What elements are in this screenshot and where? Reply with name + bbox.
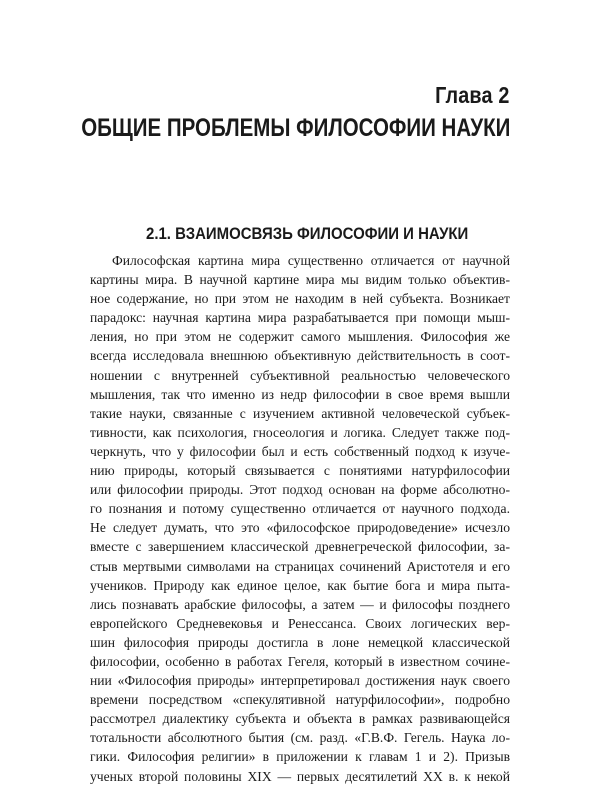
text-line: парадокс: научная картина мира разрабатывается при помощи мыш-: [90, 310, 510, 326]
text-line: лись познавать арабские философы, а затем — и философы позднего: [90, 596, 510, 612]
text-line: нию природы, который связывается с понятиями натурфилософии: [90, 463, 510, 479]
text-line: или философии природы. Этот подход основан на форме абсолютно-: [90, 482, 510, 498]
chapter-title: ОБЩИЕ ПРОБЛЕМЫ ФИЛОСОФИИ НАУКИ: [80, 114, 510, 142]
text-line: вместе с завершением классической древнегреческой философии, за-: [90, 539, 510, 555]
text-line: стыв мертвыми символами на страницах сочинений Аристотеля и его: [90, 558, 510, 574]
text-line: такие науки, связанные с изучением активной человеческой субъек-: [90, 405, 510, 421]
text-line: мышления, так что именно из недр философии в свое время вышли: [90, 386, 510, 402]
text-line: черкнуть, что у философии был и есть собственный подход к изуче-: [90, 443, 510, 459]
text-line: ученых второй половины XIX — первых десятилетий XX в. к некой: [90, 768, 510, 784]
text-line: тотальности абсолютного бытия (см. разд. «Г.В.Ф. Гегель. Наука ло-: [90, 730, 510, 746]
text-line: рассмотрел диалектику субъекта и объекта в рамках развивающейся: [90, 711, 510, 727]
text-line: европейского Средневековья и Ренессанса. Своих логических вер-: [90, 615, 510, 631]
text-line: нии «Философия природы» интерпретировал достижения наук своего: [90, 673, 510, 689]
text-line: учеников. Природу как единое целое, как бытие бога и мира пыта-: [90, 577, 510, 593]
text-line: го познания и потому существенно отличается от научного подхода.: [90, 501, 510, 517]
text-line: ления, но при этом не содержит самого мышления. Философия же: [90, 329, 510, 345]
section-title: 2.1. ВЗАИМОСВЯЗЬ ФИЛОСОФИИ И НАУКИ: [146, 224, 469, 243]
text-line: всегда исследовала внешнюю объективную действительность в соот-: [90, 348, 510, 364]
text-line: тивности, как психология, гносеология и логика. Следует также под-: [90, 424, 510, 440]
text-line: шин философия природы достигла в лоне немецкой классической: [90, 634, 510, 650]
text-line: ношении с внутренней субъективной реальностью человеческого: [90, 367, 510, 383]
chapter-label: Глава 2: [435, 82, 510, 108]
text-line: времени посредством «спекулятивной натурфилософии», подробно: [90, 692, 510, 708]
text-line: философии, особенно в работах Гегеля, который в известном сочине-: [90, 653, 510, 669]
text-line: гики. Философия религии» в приложении к главам 1 и 2). Призыв: [90, 749, 510, 765]
text-line: Не следует думать, что это «философское природоведение» исчезло: [90, 520, 510, 536]
text-line: ное содержание, но при этом не находим в ней субъекта. Возникает: [90, 291, 510, 307]
text-line: Философская картина мира существенно отличается от научной: [112, 253, 510, 268]
text-line: картины мира. В научной картине мира мы видим только объектив-: [90, 272, 510, 288]
body-text: [90, 251, 510, 786]
